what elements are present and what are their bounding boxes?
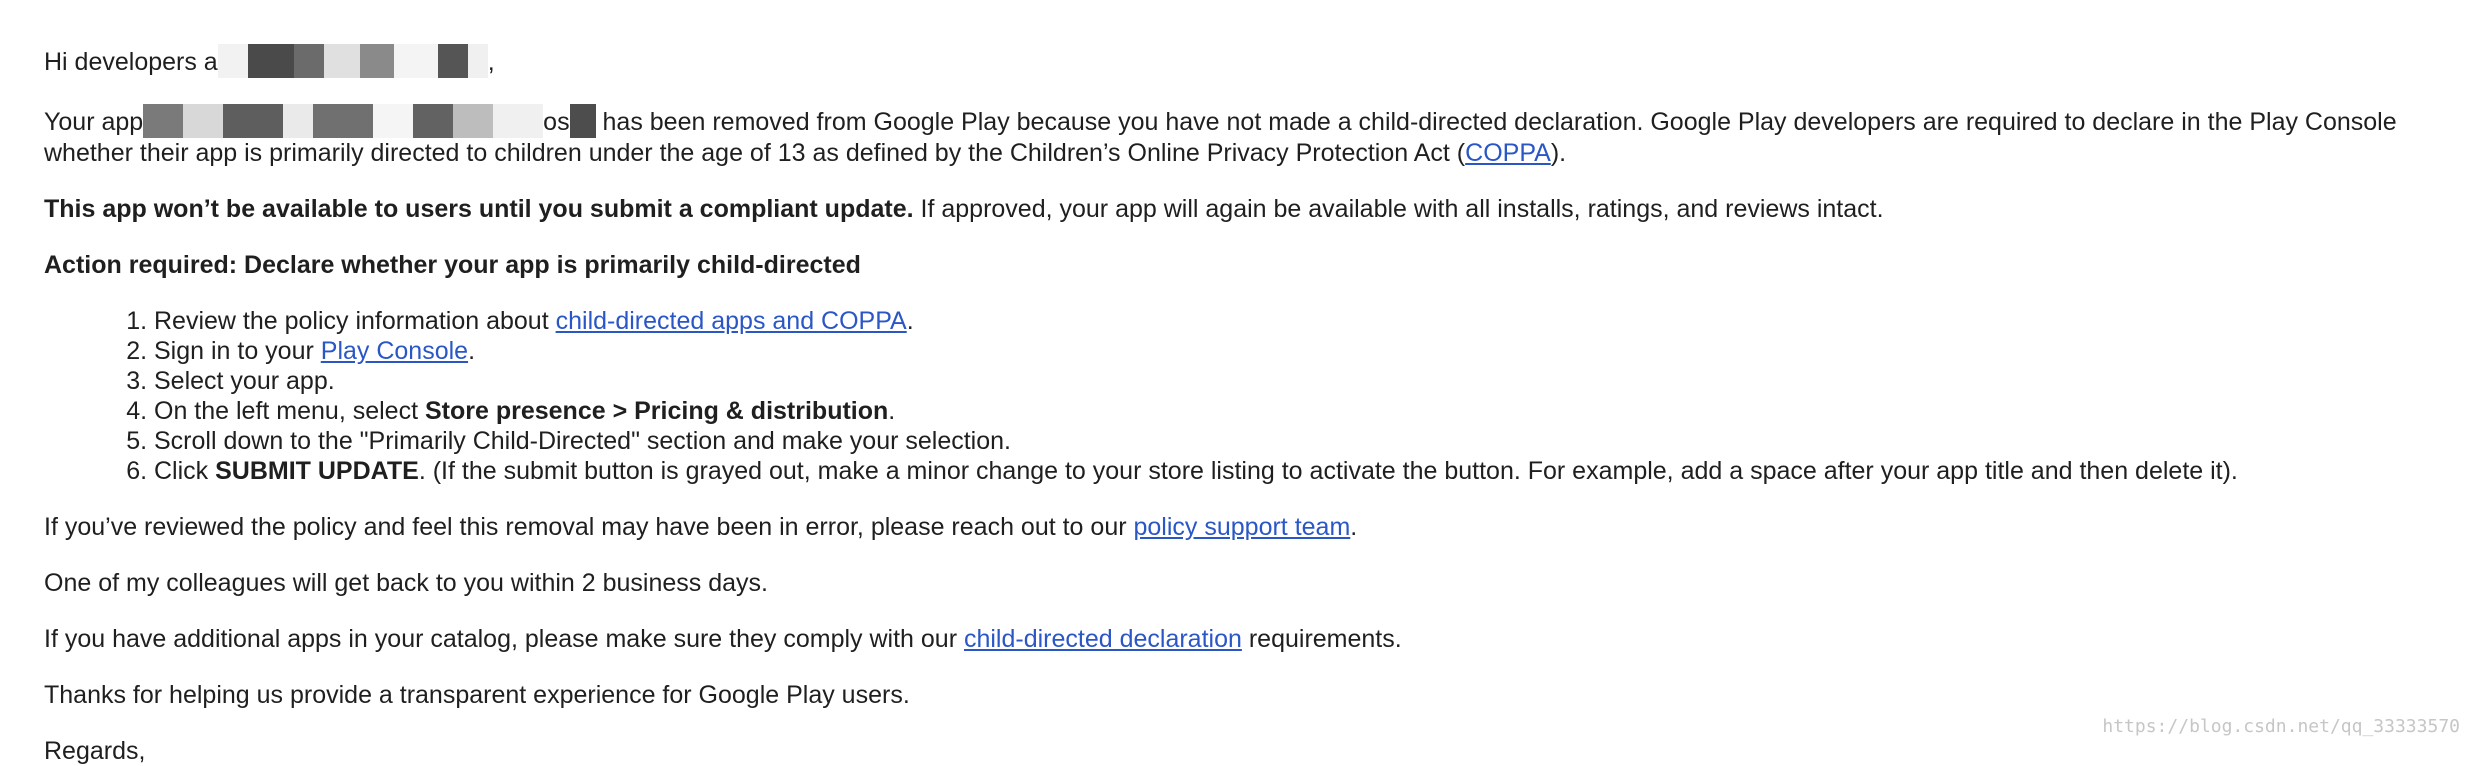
step-1 <box>154 306 2464 336</box>
redacted-developer-name <box>218 44 488 78</box>
step-6-suffix: . (If the submit button is grayed out, make a minor change to your store listing to activate the button. For example, add a space after your app title and then delete it). <box>418 457 2238 485</box>
step-6 <box>154 456 2464 486</box>
greeting-line <box>44 44 2464 78</box>
step-2-text: Sign in to your <box>154 337 321 365</box>
child-directed-declaration-link[interactable]: child-directed declaration <box>963 625 1242 653</box>
step-2-suffix: . <box>468 337 476 365</box>
colleague-paragraph: One of my colleagues will get back to you within 2 business days. <box>44 569 768 597</box>
coppa-link[interactable]: COPPA <box>1465 139 1551 167</box>
blog-watermark: https://blog.csdn.net/qq_33333570 <box>2102 716 2460 737</box>
step-1-suffix: . <box>906 307 914 335</box>
step-2 <box>154 336 2464 366</box>
step-5 <box>154 426 2464 456</box>
policy-support-link[interactable]: policy support team <box>1133 513 1351 541</box>
thanks-paragraph: Thanks for helping us provide a transparent experience for Google Play users. <box>44 681 910 709</box>
additional-text: If you have additional apps in your catalog, please make sure they comply with our <box>44 625 964 653</box>
additional-suffix: requirements. <box>1241 625 1402 653</box>
redacted-app-name <box>143 104 543 138</box>
reviewed-text: If you’ve reviewed the policy and feel this removal may have been in error, please reach out to our <box>44 513 1134 541</box>
email-body <box>44 0 2464 766</box>
step-3 <box>154 366 2464 396</box>
steps-list <box>44 306 2464 486</box>
step-4-bold: Store presence > Pricing & distribution <box>424 397 889 425</box>
greeting-comma: , <box>487 48 495 76</box>
step-4-text: On the left menu, select <box>154 397 425 425</box>
step-6-bold: SUBMIT UPDATE <box>215 457 419 485</box>
reviewed-suffix: . <box>1350 513 1358 541</box>
play-console-link[interactable]: Play Console <box>320 337 469 365</box>
step-3-text: Select your app. <box>154 367 335 395</box>
availability-notice <box>44 194 2464 224</box>
availability-bold: This app won’t be available to users until you submit a compliant update. <box>44 195 914 223</box>
step-4-suffix: . <box>888 397 896 425</box>
additional-apps-paragraph <box>44 624 2464 654</box>
child-directed-apps-link[interactable]: child-directed apps and COPPA <box>555 307 907 335</box>
step-5-text: Scroll down to the "Primarily Child-Directed" section and make your selection. <box>154 427 1011 455</box>
greeting-text: Hi developers a <box>44 48 218 76</box>
removal-fragment: os <box>543 108 570 136</box>
step-6-text: Click <box>154 457 216 485</box>
removal-notice <box>44 104 2464 168</box>
step-4 <box>154 396 2464 426</box>
availability-text: If approved, your app will again be available with all installs, ratings, and reviews intact. <box>913 195 1884 223</box>
removal-prefix: Your app <box>44 108 144 136</box>
redacted-app-name-end <box>570 104 596 138</box>
removal-suffix: ). <box>1550 139 1567 167</box>
removal-text: has been removed from Google Play because you have not made a child-directed declaration. Google Play developers are required to declare in the Play Console whether their app is primarily directed to children under the age of 13 as defined by the Children’s Online Privacy Protection Act ( <box>44 108 2397 167</box>
step-1-text: Review the policy information about <box>154 307 556 335</box>
reviewed-paragraph <box>44 512 2464 542</box>
action-heading: Action required: Declare whether your app is primarily child-directed <box>44 251 861 279</box>
regards-line: Regards, <box>44 737 146 765</box>
